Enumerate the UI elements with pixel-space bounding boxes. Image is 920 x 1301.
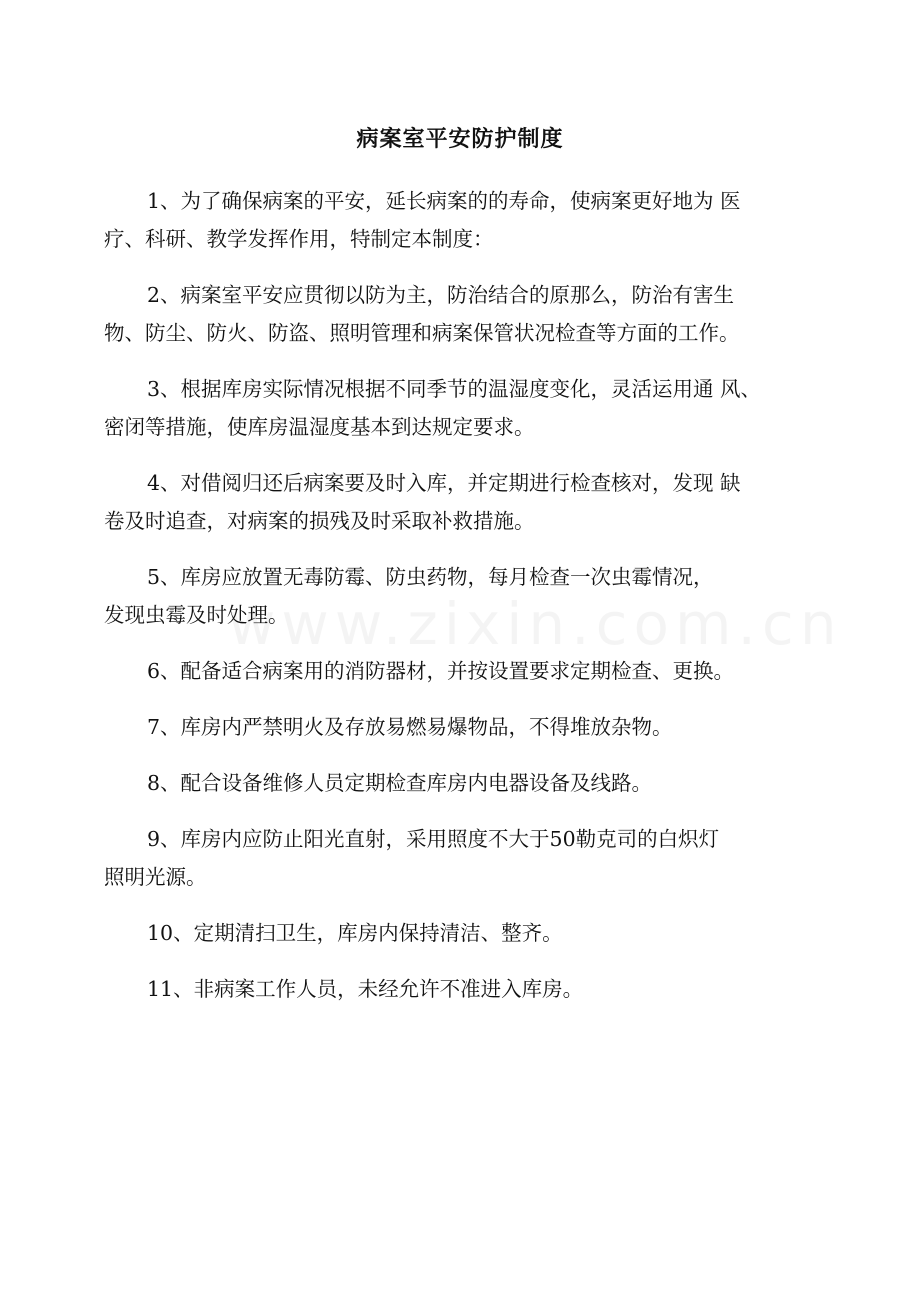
paragraph-5: 5、库房应放置无毒防霉、防虫药物，每月检查一次虫霉情况， 发现虫霉及时处理。 bbox=[104, 565, 714, 627]
paragraph-10: 10、定期清扫卫生，库房内保持清洁、整齐。 bbox=[147, 921, 563, 945]
paragraph-7: 7、库房内严禁明火及存放易燃易爆物品，不得堆放杂物。 bbox=[147, 715, 673, 739]
document-body bbox=[104, 182, 820, 1026]
paragraph-6: 6、配备适合病案用的消防器材，并按设置要求定期检查、更换。 bbox=[147, 659, 735, 683]
paragraph-9: 9、库房内应防止阳光直射，采用照度不大于50勒克司的白炽灯 照明光源。 bbox=[104, 827, 720, 889]
paragraph-3: 3、根据库房实际情况根据不同季节的温湿度变化，灵活运用通 风、 密闭等措施，使库房温湿度基本到达规定要求。 bbox=[104, 377, 762, 439]
paragraph-1: 1、为了确保病案的平安，延长病案的的寿命，使病案更好地为 医 疗、科研、教学发挥作用，特制定本制度： bbox=[104, 189, 741, 251]
document-title: 病案室平安防护制度 bbox=[356, 127, 564, 152]
paragraph-8: 8、配合设备维修人员定期检查库房内电器设备及线路。 bbox=[147, 771, 653, 795]
paragraph-2: 2、病案室平安应贯彻以防为主，防治结合的原那么，防治有害生 物、防尘、防火、防盗、照明管理和病案保管状况检查等方面的工作。 bbox=[104, 283, 740, 345]
paragraph-11: 11、非病案工作人员，未经允许不准进入库房。 bbox=[147, 977, 584, 1001]
paragraph-4: 4、对借阅归还后病案要及时入库，并定期进行检查核对，发现 缺 卷及时追查，对病案的损残及时采取补救措施。 bbox=[104, 471, 741, 533]
